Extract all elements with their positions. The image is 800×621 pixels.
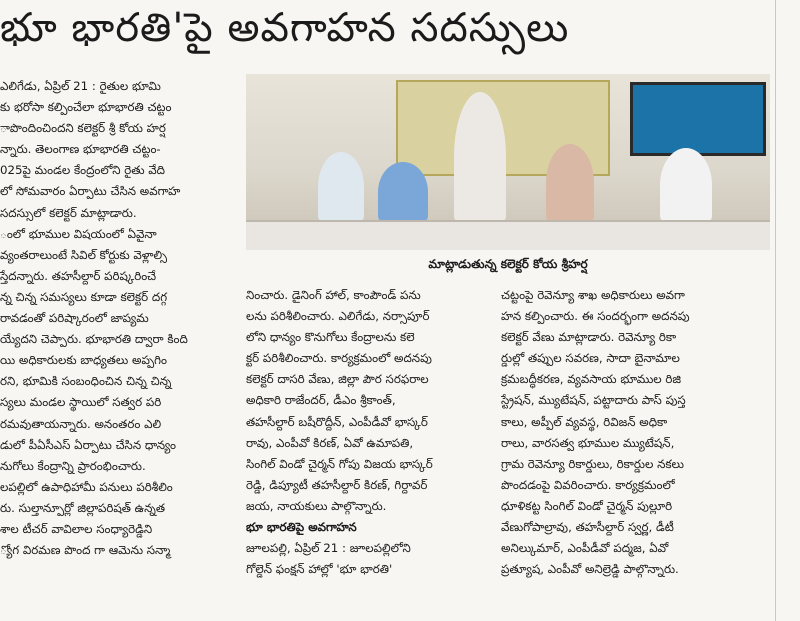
dais-table [246, 220, 770, 250]
text-line: రని, భూమికి సంబంధించిన చిన్న చిన్న [0, 374, 172, 389]
text-line: ర్డుల్లో తప్పుల సవరణ, సాదా బైనామాల [501, 351, 680, 366]
speaker-figure [454, 92, 506, 222]
text-line: రెడ్డి, డిప్యూటీ తహసీల్దార్ కిరణ్, గిర్దావర్ [246, 477, 428, 492]
article-column-1 [0, 76, 240, 561]
sub-heading: భూ భారతిపై అవగాహన [246, 520, 357, 535]
text-line: అనిల్కుమార్, ఎంపీడీవో పద్మజ, ఏవో [501, 541, 669, 556]
text-line: కలెక్టర్ వేణు మాట్లాడారు. రెవెన్యూ రికా [501, 330, 677, 345]
text-line: రాలు, వారసత్వ భూముల మ్యుటేషన్, [501, 435, 675, 450]
text-line: శాల టీచర్ వావిలాల సంధ్యారెడ్డిని [0, 521, 153, 536]
seated-figure [378, 162, 428, 222]
text-line: సింగిల్ విండో చైర్మన్ గోపు విజయ భాస్కర్ [246, 456, 433, 471]
text-line: డులో పీఏసీఎస్ ఏర్పాటు చేసిన ధాన్యం [0, 437, 177, 452]
text-line: హన కల్పించారు. ఈ సందర్భంగా అదనపు [501, 309, 690, 324]
text-line: ప్రత్యూష, ఎంపీవో అనిల్రెడ్డి పాల్గొన్నారు. [501, 562, 679, 577]
text-line: ఎలిగేడు, ఏప్రిల్ 21 : రైతుల భూమి [0, 79, 161, 93]
column-rule [775, 0, 776, 621]
display-screen [630, 82, 766, 156]
seated-figure [660, 148, 712, 222]
seated-figure [318, 152, 364, 222]
text-line: స్యలు మండల స్థాయిలో సత్వర పరి [0, 395, 162, 410]
text-line: గ్రామ రెవెన్యూ రికార్డులు, రికార్డుల నకలు [501, 456, 684, 471]
text-line: ్యోగ విరమణ పొంద గా ఆమెను సన్మా [0, 543, 171, 558]
text-line: రమవుతాయన్నారు. అనంతరం ఎలి [0, 416, 162, 431]
text-line: తహసీల్దార్ బషీరొద్దీన్, ఎంపీడీవో భాస్కర్ [246, 414, 428, 429]
text-line: స్తేదన్నారు. తహసీల్దార్ పరిష్కరించే [0, 268, 157, 283]
article-column-3 [501, 285, 751, 580]
text-line: కలెక్టర్ దాసరి వేణు, జిల్లా పౌర సరఫరాల [246, 372, 429, 387]
news-photo [246, 74, 770, 250]
text-line: స్ట్రేషన్, మ్యుటేషన్, పట్టాదారు పాస్ పుస్త [501, 393, 686, 408]
text-line: ధూళికట్ట సింగిల్ విండో చైర్మన్ పుల్లూరి [501, 498, 673, 513]
text-line: లోని ధాన్యం కొనుగోలు కేంద్రాలను కలె [246, 330, 415, 345]
text-line: లో సోమవారం ఏర్పాటు చేసిన అవగాహ [0, 184, 181, 199]
text-line: గోల్డెన్ ఫంక్షన్ హాల్లో 'భూ భారతి' [246, 562, 393, 577]
text-line: జూలపల్లి, ఏప్రిల్ 21 : జూలపల్లిలోని [246, 541, 411, 556]
text-line: లను పరిశీలించారు. ఎలిగేడు, నర్సాపూర్ [246, 309, 430, 324]
text-line: య్యేదని చెప్పారు. భూభారతి ద్వారా కింది [0, 332, 188, 347]
text-line: వేణుగోపాల్రావు, తహసీల్దార్ స్వర్ణ, డీటీ [501, 520, 674, 535]
text-line: జయ, నాయకులు పాల్గొన్నారు. [246, 498, 387, 513]
text-line: చట్టంపై రెవెన్యూ శాఖ అధికారులు అవగా [501, 288, 685, 302]
seated-figure [546, 144, 594, 222]
text-line: సదస్సులో కలెక్టర్ మాట్లాడారు. [0, 205, 137, 220]
text-line: ాపొందించిందని కలెక్టర్ శ్రీ కోయ హర్ష [0, 121, 166, 136]
text-line: నించారు. డైనింగ్ హాల్, కాంపౌండ్ పను [246, 288, 421, 302]
text-line: న్న చిన్న సమస్యలు కూడా కలెక్టర్ దగ్గ [0, 289, 168, 304]
photo-caption: మాట్లాడుతున్న కలెక్టర్ కోయ శ్రీహర్ష [428, 257, 588, 271]
text-line: నుగోలు కేంద్రాన్ని ప్రారంభించారు. [0, 458, 146, 473]
text-line: ంలో భూముల విషయంలో ఏవైనా [0, 226, 157, 241]
text-line: క్రమబద్ధీకరణ, వ్యవసాయ భూముల రిజి [501, 372, 682, 387]
text-line: పొందడంపై వివరించారు. కార్యక్రమంలో [501, 477, 675, 492]
text-line: రావు, ఎంపీవో కిరణ్, ఏవో ఉమాపతి, [246, 435, 414, 450]
text-line: రావడంతో పరిష్కారంలో జాప్యమ [0, 311, 149, 326]
headline: భూ భారతి'పై అవగాహన సదస్సులు [0, 5, 570, 51]
text-line: క్టర్ పరిశీలించారు. కార్యక్రమంలో అదనపు [246, 351, 432, 366]
article-column-2 [246, 285, 494, 580]
text-line: న్నారు. తెలంగాణ భూభారతి చట్టం- [0, 142, 161, 157]
text-line: లపల్లిలో ఉపాధిహామీ పనులు పరిశీలిం [0, 479, 173, 494]
text-line: వ్యంతరాలుంటే సివిల్ కోర్టుకు వెళ్లాల్సి [0, 247, 167, 262]
text-line: యి అధికారులకు బాధ్యతలు అప్పగిం [0, 353, 167, 368]
text-line: రు. సుల్తాన్పూర్లో జిల్లాపరిషత్ ఉన్నత [0, 500, 166, 515]
text-line: అధికారి రాజేందర్, డీఎం శ్రీకాంత్, [246, 393, 396, 408]
text-line: కాలు, అప్పీల్ వ్యవస్థ, రివిజన్ అధికా [501, 414, 668, 429]
text-line: కు భరోసా కల్పించేలా భూభారతి చట్టం [0, 100, 172, 115]
text-line: 025పై మండల కేంద్రంలోని రైతు వేది [0, 163, 166, 178]
